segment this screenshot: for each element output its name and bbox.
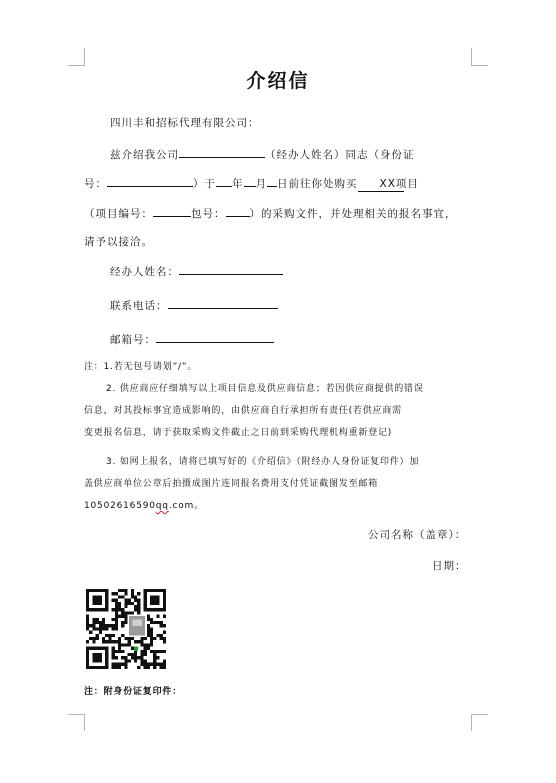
email-label: 邮箱号： [110, 334, 156, 346]
agent-name-row [110, 263, 283, 279]
id-label: 号： [84, 178, 107, 190]
agent-name-field[interactable] [179, 263, 283, 275]
agent-name-blank[interactable] [179, 146, 265, 158]
note-3-line-a: 3. 如网上报名，请将已填写好的《介绍信》（附经办人身份证复印件）加 [106, 457, 420, 467]
intro-text-end: （经办人姓名）同志（身份证 [265, 149, 415, 161]
project-name-field[interactable] [358, 177, 419, 192]
note-2-line-a: 2. 供应商应仔细填写以上项目信息及供应商信息；若因供应商提供的错误 [106, 384, 424, 394]
intro-line-4: 请予以接洽。 [84, 236, 153, 248]
date-label: 日期： [432, 560, 467, 572]
email-domain: qq [155, 501, 169, 511]
id-number-blank[interactable] [107, 175, 193, 187]
phone-field[interactable] [168, 297, 278, 309]
company-seal-label: 公司名称（盖章）： [368, 529, 467, 541]
page-title: 介绍信 [246, 70, 310, 92]
intro-line-1 [110, 146, 415, 162]
note-3-line-b: 盖供应商单位公章后拍摄成图片连同报名费用支付凭证截图发至邮箱 [84, 479, 379, 489]
note-2-line-c: 变更报名信息，请于获取采购文件截止之日前到采购代理机构重新登记) [84, 428, 393, 438]
email-row [110, 331, 274, 347]
note-3-email-line [84, 500, 204, 512]
project-unit: 项目 [395, 178, 419, 190]
intro-text-start: 兹介绍我公司 [110, 149, 179, 161]
email-field[interactable] [156, 331, 274, 343]
intro-line-2 [84, 175, 419, 192]
date-prefix: ）于 [193, 178, 216, 190]
phone-row [110, 297, 278, 313]
package-blank[interactable] [226, 205, 250, 217]
year-blank[interactable] [216, 175, 232, 187]
email-suffix: .com。 [168, 501, 204, 511]
phone-label: 联系电话： [110, 300, 168, 312]
project-no-label: （项目编号： [84, 208, 153, 220]
email-prefix: 10502616590 [84, 501, 156, 511]
recipient-line: 四川丰和招标代理有限公司： [110, 117, 260, 129]
purchase-text: 日前往你处购买 [277, 178, 358, 190]
intro-line-3 [84, 205, 457, 221]
purpose-text: ）的采购文件，并处理相关的报名事宜， [249, 208, 457, 220]
package-label: 包号： [191, 208, 226, 220]
agent-name-label: 经办人姓名： [110, 266, 179, 278]
month-blank[interactable] [244, 175, 256, 187]
project-no-blank[interactable] [153, 205, 191, 217]
project-name-value: XX [379, 178, 396, 190]
qr-code-icon [86, 589, 166, 669]
note-1: 注：1.若无包号请划”/”。 [84, 362, 198, 372]
attachment-note: 注：附身份证复印件： [84, 687, 183, 697]
note-2-line-b: 信息，对其投标事宜造成影响的，由供应商自行承担所有责任(若供应商需 [84, 406, 402, 416]
year-label: 年 [232, 178, 244, 190]
day-blank[interactable] [267, 175, 277, 187]
month-label: 月 [255, 178, 267, 190]
